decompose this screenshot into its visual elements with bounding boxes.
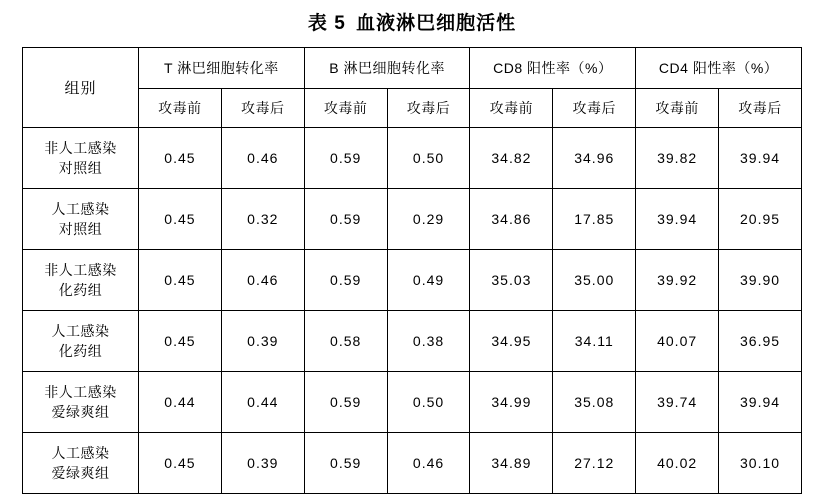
header-sub-cd8-after: 攻毒后 bbox=[553, 89, 636, 128]
cell-value: 0.59 bbox=[304, 250, 387, 311]
table-row bbox=[23, 433, 802, 494]
cell-value: 0.59 bbox=[304, 128, 387, 189]
table-title-text: 血液淋巴细胞活性 bbox=[356, 13, 517, 34]
cell-value: 30.10 bbox=[719, 433, 802, 494]
cell-value: 0.46 bbox=[221, 250, 304, 311]
row-label bbox=[23, 311, 139, 372]
cell-value: 0.44 bbox=[221, 372, 304, 433]
row-label-line2: 爱绿爽组 bbox=[51, 465, 110, 481]
row-label bbox=[23, 250, 139, 311]
table-body bbox=[23, 128, 802, 494]
cell-value: 0.45 bbox=[139, 250, 222, 311]
header-group-cd8: CD8 阳性率（%） bbox=[470, 48, 636, 89]
table-row bbox=[23, 372, 802, 433]
table-row bbox=[23, 250, 802, 311]
cell-value: 0.32 bbox=[221, 189, 304, 250]
row-label bbox=[23, 433, 139, 494]
cell-value: 35.08 bbox=[553, 372, 636, 433]
cell-value: 34.86 bbox=[470, 189, 553, 250]
header-sub-t-after: 攻毒后 bbox=[221, 89, 304, 128]
cell-value: 39.94 bbox=[636, 189, 719, 250]
cell-value: 27.12 bbox=[553, 433, 636, 494]
header-sub-t-before: 攻毒前 bbox=[139, 89, 222, 128]
cell-value: 34.11 bbox=[553, 311, 636, 372]
cell-value: 0.49 bbox=[387, 250, 470, 311]
row-label-line2: 化药组 bbox=[58, 343, 103, 359]
cell-value: 39.94 bbox=[719, 128, 802, 189]
header-sub-b-after: 攻毒后 bbox=[387, 89, 470, 128]
header-group-cd4: CD4 阳性率（%） bbox=[636, 48, 802, 89]
cell-value: 34.82 bbox=[470, 128, 553, 189]
header-sub-cd8-before: 攻毒前 bbox=[470, 89, 553, 128]
cell-value: 39.92 bbox=[636, 250, 719, 311]
row-label bbox=[23, 128, 139, 189]
cell-value: 0.46 bbox=[387, 433, 470, 494]
header-sub-cd4-before: 攻毒前 bbox=[636, 89, 719, 128]
cell-value: 35.03 bbox=[470, 250, 553, 311]
header-group-b-lymphocyte: B 淋巴细胞转化率 bbox=[304, 48, 470, 89]
row-label-line2: 对照组 bbox=[58, 221, 103, 237]
cell-value: 0.50 bbox=[387, 372, 470, 433]
cell-value: 0.29 bbox=[387, 189, 470, 250]
cell-value: 0.46 bbox=[221, 128, 304, 189]
table-title bbox=[0, 0, 824, 47]
cell-value: 39.82 bbox=[636, 128, 719, 189]
cell-value: 34.96 bbox=[553, 128, 636, 189]
cell-value: 0.45 bbox=[139, 128, 222, 189]
cell-value: 34.95 bbox=[470, 311, 553, 372]
cell-value: 0.58 bbox=[304, 311, 387, 372]
row-label-line1: 人工感染 bbox=[51, 323, 110, 339]
cell-value: 40.07 bbox=[636, 311, 719, 372]
row-label-line1: 人工感染 bbox=[51, 201, 110, 217]
cell-value: 0.59 bbox=[304, 189, 387, 250]
cell-value: 39.74 bbox=[636, 372, 719, 433]
cell-value: 0.39 bbox=[221, 311, 304, 372]
cell-value: 39.94 bbox=[719, 372, 802, 433]
cell-value: 0.59 bbox=[304, 433, 387, 494]
table-container bbox=[0, 47, 824, 494]
cell-value: 0.38 bbox=[387, 311, 470, 372]
row-label-line2: 爱绿爽组 bbox=[51, 404, 110, 420]
cell-value: 39.90 bbox=[719, 250, 802, 311]
row-label-line1: 非人工感染 bbox=[44, 262, 117, 278]
header-sub-b-before: 攻毒前 bbox=[304, 89, 387, 128]
cell-value: 34.99 bbox=[470, 372, 553, 433]
cell-value: 0.45 bbox=[139, 189, 222, 250]
row-label-line2: 化药组 bbox=[58, 282, 103, 298]
row-label-line1: 人工感染 bbox=[51, 445, 110, 461]
cell-value: 0.45 bbox=[139, 433, 222, 494]
row-label bbox=[23, 189, 139, 250]
table-head bbox=[23, 48, 802, 128]
row-label-line2: 对照组 bbox=[58, 160, 103, 176]
header-row-groups bbox=[23, 48, 802, 89]
header-group-column: 组别 bbox=[23, 48, 139, 128]
row-label bbox=[23, 372, 139, 433]
row-label-line1: 非人工感染 bbox=[44, 140, 117, 156]
cell-value: 34.89 bbox=[470, 433, 553, 494]
header-sub-cd4-after: 攻毒后 bbox=[719, 89, 802, 128]
cell-value: 0.50 bbox=[387, 128, 470, 189]
cell-value: 0.44 bbox=[139, 372, 222, 433]
cell-value: 17.85 bbox=[553, 189, 636, 250]
table-row bbox=[23, 189, 802, 250]
header-row-subcolumns bbox=[23, 89, 802, 128]
table-title-number: 表 5 bbox=[307, 13, 346, 34]
header-group-t-lymphocyte: T 淋巴细胞转化率 bbox=[139, 48, 305, 89]
table-row bbox=[23, 311, 802, 372]
cell-value: 0.59 bbox=[304, 372, 387, 433]
cell-value: 40.02 bbox=[636, 433, 719, 494]
cell-value: 0.45 bbox=[139, 311, 222, 372]
lymphocyte-activity-table bbox=[22, 47, 802, 494]
row-label-line1: 非人工感染 bbox=[44, 384, 117, 400]
cell-value: 0.39 bbox=[221, 433, 304, 494]
cell-value: 20.95 bbox=[719, 189, 802, 250]
cell-value: 35.00 bbox=[553, 250, 636, 311]
table-row bbox=[23, 128, 802, 189]
cell-value: 36.95 bbox=[719, 311, 802, 372]
